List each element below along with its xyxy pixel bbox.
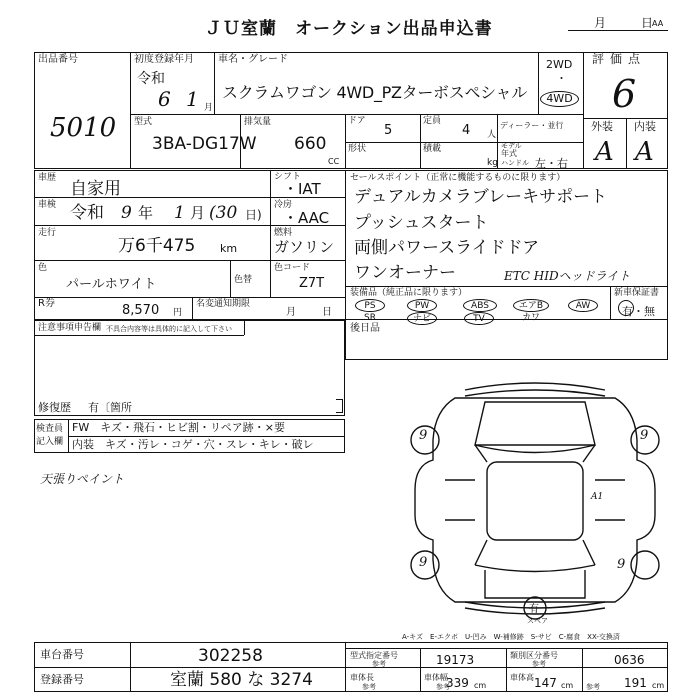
width-label: 車体幅 [424,673,448,682]
type-value: 3BA-DG17W [152,134,257,154]
equip-abs: ABS [463,299,497,312]
tax-month: 月 [286,307,296,318]
selling-point-4: ワンオーナー [354,263,456,283]
month-label: 月 [594,16,607,30]
shift-value: ・IAT [283,180,321,198]
tax-label: 名変通知期限 [196,299,251,309]
width-ref: 参考 [436,683,450,691]
model-name-label: 車名・グレード [218,54,288,65]
displacement-unit: CC [328,157,340,166]
shape-label: 形状 [348,144,367,154]
equip-navi: ナビ [407,312,437,325]
registration-month-unit: 月 [204,103,214,113]
inspection-year: 9 [121,203,132,223]
car-diagram [395,370,675,630]
equip-ps: PS [355,299,385,312]
handwritten-note: 天張りペイント [40,472,125,486]
height-value: 191 [624,676,647,690]
length-ref: 参考 [362,683,376,691]
repair-label: 修復歴 [38,401,71,414]
capacity-label: 定員 [423,116,442,126]
width-unit: cm [561,681,574,690]
registration-label: 初度登録年月 [134,54,194,65]
lot-number: 5010 [50,113,117,143]
inspection-month: 1 [174,203,185,223]
inspector-label-2: 記入欄 [36,437,64,447]
fuel-value: ガソリン [274,238,335,256]
inspection-day: (30 [209,203,238,223]
plate-value: 室蘭 580 な 3274 [170,670,313,690]
tire-mark-rear-left: 9 [419,555,428,570]
inspection-era: 令和 [70,203,104,223]
load-unit: kg [487,158,498,168]
color-change-label: 色替 [234,275,253,285]
drive-4wd: 4WD [540,91,579,107]
load-label: 積載 [423,144,442,154]
model-year-label-1: モデル [501,142,522,150]
chassis-value: 302258 [198,646,263,666]
selling-point-1: デュアルカメラブレーキサポート [354,187,608,207]
tire-mark-front-right: 9 [640,428,649,443]
damage-mark: A1 [591,492,604,502]
drive-dot: ・ [556,72,567,85]
shift-label: シフト [274,172,302,182]
inspection-year-unit: 年 [138,204,154,222]
warranty-circle [618,300,634,316]
model-code-label: 型式指定番号 [350,651,398,660]
chassis-label: 車台番号 [40,648,84,661]
recycle-value: 8,570 [122,303,160,318]
damage-legend: A-キズ E-エクボ U-凹み W-補修跡 S-サビ C-腐食 XX-交換済 [402,633,620,641]
exterior-label: 外装 [591,120,613,133]
height-unit: cm [652,681,665,690]
recycle-unit: 円 [173,308,183,318]
selling-point-handwritten: ETC HIDヘッドライト [504,269,631,283]
dealer-label: ディーラー・並行 [500,121,564,130]
model-code-value: 19173 [436,653,475,667]
inspector-label-1: 検査員 [36,424,64,434]
mileage-value: 万6千475 [118,236,196,256]
history-value: 自家用 [70,179,121,199]
registration-era: 令和 [137,71,165,87]
mileage-label: 走行 [38,228,57,238]
capacity-value: 4 [462,123,471,138]
tire-mark-rear-right: 9 [617,557,626,572]
model-year-label-2: 年式 [501,149,517,158]
doors-label: ドア [348,116,366,126]
notes-label: 注意事項申告欄 [38,323,102,333]
registration-year: 6 [158,87,171,111]
inspection-month-unit: 月 [190,204,206,222]
repair-value: 有〔箇所 [88,401,132,414]
aircon-label: 冷房 [274,200,293,210]
equip-aw: AW [568,299,598,312]
warranty-label: 新車保証書 [614,288,660,298]
length-value: 339 [446,676,469,690]
displacement-label: 排気量 [244,117,272,127]
equipment-label: 装備品（純正品に限ります） [350,288,468,298]
height-label: 車体高 [510,673,534,682]
color-code-value: Z7T [299,276,325,291]
color-value: パールホワイト [66,277,157,292]
capacity-unit: 人 [487,130,497,140]
handle-value: 左・右 [535,157,568,170]
equip-tv: TV [464,312,494,325]
fuel-label: 燃料 [274,228,293,238]
width-value: 147 [534,676,557,690]
lot-label: 出品番号 [38,54,78,65]
class-code-value: 0636 [614,653,645,667]
length-label: 車体長 [350,673,374,682]
equip-pw: PW [407,299,437,312]
drive-2wd: 2WD [546,58,573,71]
notes-sub: 不具合内容等は具体的に記入して下さい [106,325,232,333]
warranty-value: 有・無 [622,305,655,318]
interior-grade: A [635,137,654,167]
form-title: ＪＵ室蘭 オークション出品申込書 [205,19,493,39]
spare-sub: スペア [527,617,548,625]
spare-label: 有 [529,604,539,615]
exterior-grade: A [595,137,614,167]
height-ref: 参考 [586,683,600,691]
handle-label: ハンドル [501,159,529,167]
mileage-unit: km [220,242,238,255]
equip-airbag: エアB [513,299,549,312]
selling-point-2: プッシュスタート [354,213,489,233]
inspection-day-unit: 日) [245,208,262,222]
aircon-value: ・AAC [283,209,330,227]
color-label: 色 [38,263,48,273]
inspector-row-2: 内装 キズ・汚レ・コゲ・穴・スレ・キレ・破レ [72,438,314,451]
rear-section [345,320,668,360]
equip-sr: SR [364,313,376,323]
registration-month: 1 [186,87,199,111]
doors-value: 5 [384,123,393,138]
history-label: 車歴 [38,173,57,183]
type-label: 型式 [134,117,153,127]
equip-leather: カワ [522,313,541,323]
plate-label: 登録番号 [40,673,84,686]
inspector-row-1: FW キズ・飛石・ヒビ割・リペア跡・×要 [72,421,285,434]
interior-label: 内装 [634,120,656,133]
grade-value: 6 [612,72,637,116]
selling-points-label: セールスポイント（正常に機能するものに限ります） [350,173,566,183]
recycle-label: R券 [38,298,55,309]
inspection-label: 車検 [38,200,57,210]
selling-point-3: 両側パワースライドドア [354,238,540,258]
color-code-label: 色コード [274,263,311,273]
day-label: 日 [641,16,654,30]
rear-items-label: 後日品 [350,323,380,334]
length-unit: cm [474,681,487,690]
class-code-label: 類別区分番号 [510,651,558,660]
displacement-value: 660 [294,134,327,154]
class-code-ref: 参考 [532,660,546,668]
aa-label: AA [652,19,664,28]
model-name-value: スクラムワゴン 4WD_PZターボスペシャル [222,83,527,102]
tire-mark-front-left: 9 [419,428,428,443]
model-code-ref: 参考 [372,660,386,668]
grade-label: 評価点 [592,52,647,66]
tax-day: 日 [322,307,332,318]
